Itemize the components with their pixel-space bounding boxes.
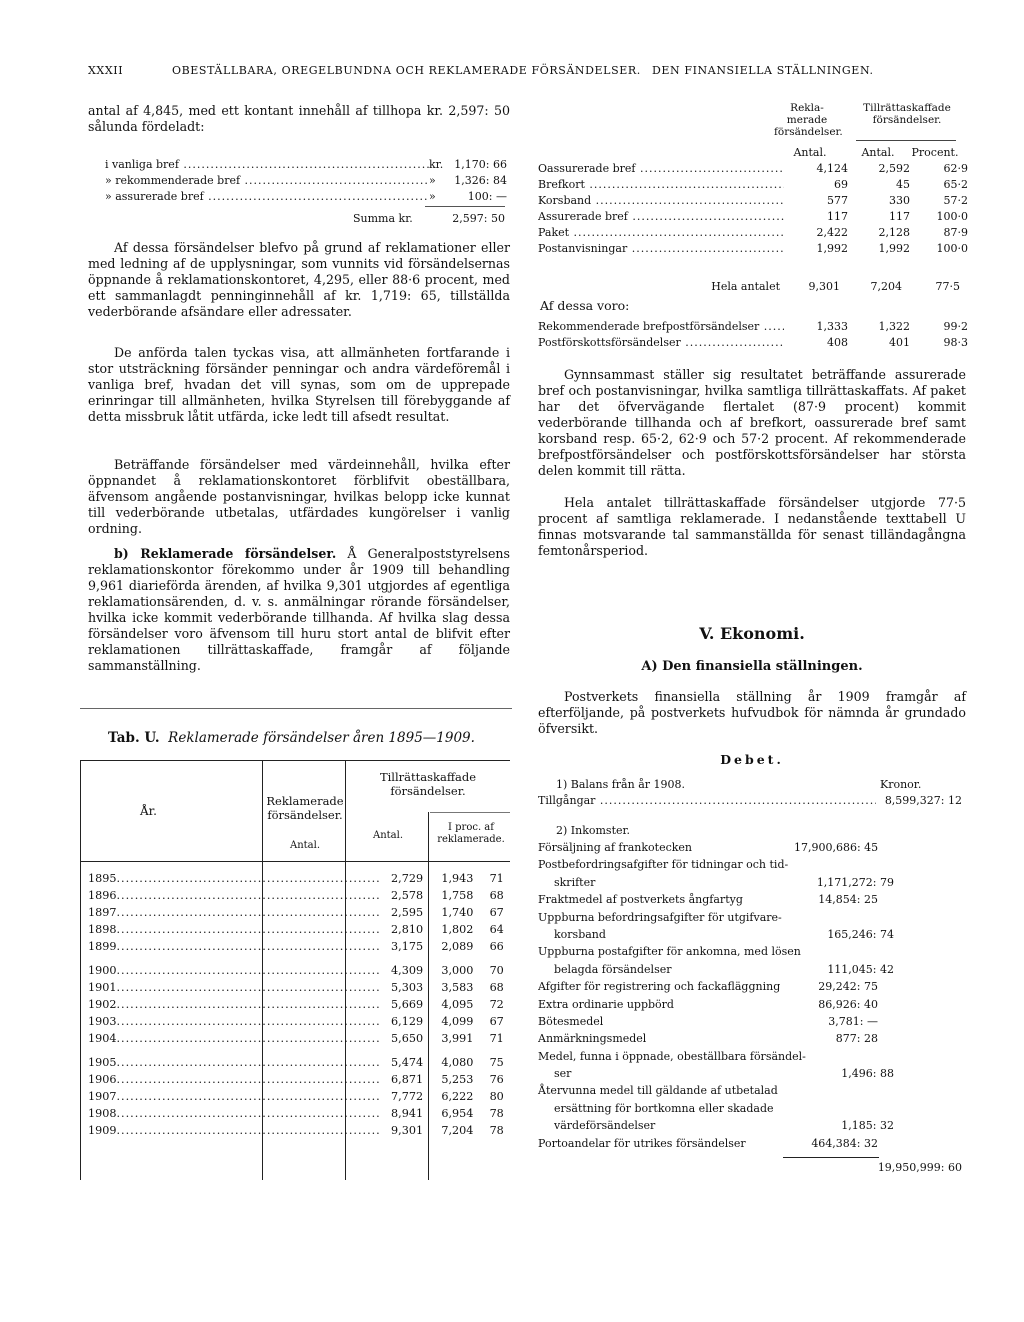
summary-proc: 57·2	[943, 194, 968, 207]
dist-sum-value: 2,597: 50	[452, 212, 505, 225]
running-title: OBESTÄLLBARA, OREGELBUNDNA OCH REKLAMERADE FÖRSÄNDELSER.	[172, 64, 641, 77]
col-rek-header: Reklamerade försändelser.	[266, 794, 344, 822]
income-value: 29,242: 75	[818, 980, 878, 994]
summary-row	[538, 242, 968, 258]
tab-u-cell-proc: 71	[489, 872, 504, 885]
tab-u-cell-year: 1908	[88, 1107, 117, 1120]
income-row	[538, 1137, 878, 1154]
tab-u-cell-rek: 7,772	[391, 1090, 424, 1103]
summary-proc: 100·0	[936, 210, 968, 223]
table-row: 1899 .......................................................... 3,175 2,089 66	[88, 940, 504, 953]
summary-proc: 87·9	[943, 226, 968, 239]
income-row	[538, 1015, 878, 1032]
income-value: 165,246: 74	[827, 927, 894, 941]
summary-label: Postförskottsförsändelser .....	[538, 336, 784, 349]
income-total: 19,950,999: 60	[877, 1161, 962, 1174]
income-value: 877: 28	[835, 1032, 878, 1046]
summary-label: Postanvisningar .....	[538, 242, 784, 255]
col-till-proc: I proc. af reklamerade.	[437, 822, 505, 845]
income-label: Återvunna medel till gäldande af utbetalad	[538, 1084, 778, 1098]
income-row	[538, 998, 878, 1015]
summary-rek: 1,992	[816, 242, 848, 255]
tab-u-cell-year: 1900	[88, 964, 117, 977]
income-list	[538, 841, 968, 1154]
income-value: 86,926: 40	[818, 997, 878, 1011]
tab-u-cell-rek: 2,729	[391, 872, 424, 885]
right-paragraph-2: Hela antalet tillrättaskaffade försändelser utgjorde 77·5 procent af samtliga reklamerade. I nedanstående texttabell U finnas motsvarande tal sammanställda för senast tilländagångna femtonårsperiod.	[538, 495, 966, 558]
tab-u-cell-rek: 5,474	[391, 1056, 424, 1069]
tillgangar-label: Tillgångar .....	[538, 794, 876, 807]
summary-label: Korsband .....	[538, 194, 784, 207]
summary-row	[538, 320, 968, 336]
tab-u-cell-till: 2,089	[441, 940, 474, 953]
tab-u-cell-year: 1899	[88, 940, 117, 953]
tab-u-body	[80, 870, 510, 1139]
summary-row	[538, 162, 968, 178]
rt-total-a: 9,301	[808, 280, 840, 293]
summary-rek: 69	[834, 178, 848, 191]
dist-label: » rekommenderade bref .....	[105, 174, 429, 187]
income-label: Extra ordinarie uppbörd	[538, 997, 674, 1011]
dist-prefix: »	[429, 190, 436, 203]
table-row: 1902 .......................................................... 5,669 4,095 72	[88, 998, 504, 1011]
tab-u-cell-proc: 64	[489, 923, 504, 936]
col-rek-sub: Antal.	[289, 840, 321, 851]
tab-u-cell-till: 4,099	[441, 1015, 474, 1028]
tab-u-cell-proc: 68	[489, 889, 504, 902]
dist-value: 1,170: 66	[454, 158, 507, 171]
summary-row	[538, 210, 968, 226]
tab-u-cell-proc: 75	[489, 1056, 504, 1069]
tab-u-cell-proc: 71	[489, 1032, 504, 1045]
tab-u-cell-till: 7,204	[441, 1124, 474, 1137]
summary-row	[538, 336, 968, 352]
tab-u-label: Tab. U.	[108, 730, 160, 746]
tab-u-cell-proc: 66	[489, 940, 504, 953]
income-row	[538, 1050, 878, 1067]
tab-u-cell-rek: 6,129	[391, 1015, 424, 1028]
income-label: Uppburna befordringsafgifter för utgifvare-	[538, 910, 782, 924]
summary-till: 401	[889, 336, 910, 349]
summary-rek: 1,333	[816, 320, 848, 333]
summary-till: 1,992	[878, 242, 910, 255]
tab-u-cell-year: 1896	[88, 889, 117, 902]
col-year-header: År.	[140, 804, 157, 818]
table-row: 1905 .......................................................... 5,474 4,080 75	[88, 1056, 504, 1069]
dist-sum-label: Summa kr.	[353, 212, 413, 225]
tab-u-cell-till: 6,222	[441, 1090, 474, 1103]
summary-row	[538, 194, 968, 210]
income-row	[538, 876, 894, 893]
summary-label: Oassurerade bref .....	[538, 162, 784, 175]
dist-value: 1,326: 84	[454, 174, 507, 187]
summary-proc: 65·2	[943, 178, 968, 191]
tab-u-cell-proc: 68	[489, 981, 504, 994]
tab-u-cell-rek: 4,309	[391, 964, 424, 977]
col-till-antal: Antal.	[372, 830, 404, 841]
tab-u-cell-till: 1,943	[441, 872, 474, 885]
tab-u-cell-year: 1901	[88, 981, 117, 994]
right-paragraph-3: Postverkets finansiella ställning år 1909 framgår af efterföljande, på postverkets hufvudbok för nämnda år grundado öfversikt.	[538, 689, 966, 736]
tab-u	[80, 760, 510, 1180]
tab-u-cell-year: 1903	[88, 1015, 117, 1028]
tab-u-cell-year: 1904	[88, 1032, 117, 1045]
tab-u-cell-proc: 67	[489, 1015, 504, 1028]
summary-till: 45	[896, 178, 910, 191]
summary-rek: 4,124	[816, 162, 848, 175]
income-row	[538, 1119, 894, 1136]
rt-rows	[538, 162, 968, 258]
rt-total-c: 77·5	[935, 280, 960, 293]
summary-label: Brefkort .....	[538, 178, 784, 191]
dist-prefix: »	[429, 174, 436, 187]
tab-u-cell-year: 1907	[88, 1090, 117, 1103]
dist-row	[105, 174, 507, 190]
summary-proc: 100·0	[936, 242, 968, 255]
table-row: 1907 .......................................................... 7,772 6,222 80	[88, 1090, 504, 1103]
page-number: XXXII	[88, 64, 124, 77]
summary-till: 2,128	[878, 226, 910, 239]
tab-u-cell-till: 5,253	[441, 1073, 474, 1086]
table-row: 1903 .......................................................... 6,129 4,099 67	[88, 1015, 504, 1028]
income-label: Portoandelar för utrikes försändelser	[538, 1136, 746, 1150]
tab-u-cell-rek: 5,650	[391, 1032, 424, 1045]
kronor-label: Kronor.	[880, 778, 922, 791]
income-row	[538, 911, 878, 928]
income-row	[538, 945, 878, 962]
rt-sub-antal1: Antal.	[793, 146, 827, 159]
income-row	[538, 1102, 894, 1119]
income-label: korsband	[554, 927, 606, 941]
paragraph-3: Beträffande försändelser med värdeinnehåll, hvilka efter öppnandet å reklamationskontoret förblifvit obeställbara, äfvensom angående postanvisningar, hvilkas belopp icke kunnat till vederbörande utbetalas, utfärdades kungörelser i vanlig ordning.	[88, 457, 510, 536]
tab-u-cell-rek: 6,871	[391, 1073, 424, 1086]
tab-u-cell-till: 1,740	[441, 906, 474, 919]
tab-u-cell-rek: 9,301	[391, 1124, 424, 1137]
tab-u-cell-proc: 76	[489, 1073, 504, 1086]
income-label: ser	[554, 1067, 572, 1081]
summary-till: 1,322	[878, 320, 910, 333]
tab-u-cell-till: 1,802	[441, 923, 474, 936]
section-running-title: DEN FINANSIELLA STÄLLNINGEN.	[652, 64, 874, 77]
table-row: 1895 .......................................................... 2,729 1,943 71	[88, 872, 504, 885]
tab-u-cell-year: 1909	[88, 1124, 117, 1137]
summary-till: 330	[889, 194, 910, 207]
summary-row	[538, 226, 968, 242]
intro-text: antal af 4,845, med ett kontant innehåll af tillhopa kr. 2,597: 50 sålunda fördeladt:	[88, 103, 510, 134]
rt-sub-antal2: Antal.	[861, 146, 895, 159]
income-value: 1,496: 88	[841, 1067, 894, 1081]
income-label: ersättning för bortkomna eller skadade	[554, 1101, 774, 1115]
income-value: 3,781: —	[828, 1014, 878, 1028]
tab-u-cell-year: 1906	[88, 1073, 117, 1086]
income-heading: 2) Inkomster.	[556, 824, 631, 837]
tab-u-cell-proc: 78	[489, 1107, 504, 1120]
income-label: Medel, funna i öppnade, obeställbara försändel-	[538, 1049, 806, 1063]
tab-u-cell-rek: 8,941	[391, 1107, 424, 1120]
distribution-list	[105, 158, 507, 225]
table-row: 1904 .......................................................... 5,650 3,991 71	[88, 1032, 504, 1045]
summary-label: Assurerade bref .....	[538, 210, 784, 223]
income-label: Postbefordringsafgifter för tidningar och tid-	[538, 858, 789, 872]
dist-label: i vanliga bref .....	[105, 158, 429, 171]
col-till-header: Tillrättaskaffade försändelser.	[379, 770, 477, 798]
table-row: 1908 .......................................................... 8,941 6,954 78	[88, 1107, 504, 1120]
summary-rek: 2,422	[816, 226, 848, 239]
summary-proc: 62·9	[943, 162, 968, 175]
income-value: 1,185: 32	[841, 1119, 894, 1133]
rt-total-b: 7,204	[870, 280, 902, 293]
dist-row	[105, 190, 507, 206]
tab-u-cell-proc: 70	[489, 964, 504, 977]
tab-u-cell-rek: 5,669	[391, 998, 424, 1011]
rt-af-dessa: Af dessa voro:	[540, 298, 630, 313]
tab-u-cell-year: 1898	[88, 923, 117, 936]
section-b-text: Å Generalpoststyrelsens reklamationskontor förekommo under år 1909 till behandling 9,961 diarieförda ärenden, af hvilka 9,301 utgjordes af egentliga reklamationsärenden, d. v. s. anmälningar rörande försändelser, hvilka icke kommit vederbörande tillhanda. Af hvilka slag dessa försändelser voro äfvensom till huru stort antal de blifvit efter reklamationen tillrättaskaffade, framgår af följande sammanställning.	[88, 546, 511, 673]
tab-u-cell-proc: 72	[489, 998, 504, 1011]
tab-u-cell-till: 4,095	[441, 998, 474, 1011]
income-row	[538, 841, 878, 858]
tab-u-cell-till: 3,000	[441, 964, 474, 977]
section-b	[88, 546, 510, 674]
income-row	[538, 893, 878, 910]
dist-prefix: kr.	[429, 158, 444, 171]
income-value: 464,384: 32	[811, 1136, 878, 1150]
balance-heading: 1) Balans från år 1908.	[556, 778, 686, 791]
tab-u-cell-year: 1905	[88, 1056, 117, 1069]
table-row: 1900 .......................................................... 4,309 3,000 70	[88, 964, 504, 977]
tab-u-cell-till: 6,954	[441, 1107, 474, 1120]
rt-sub-proc: Procent.	[911, 146, 959, 159]
tab-u-cell-proc: 67	[489, 906, 504, 919]
table-row: 1896 .......................................................... 2,578 1,758 68	[88, 889, 504, 902]
tillgangar-row	[538, 794, 962, 810]
tab-u-cell-till: 4,080	[441, 1056, 474, 1069]
summary-label: Rekommenderade brefpostförsändelser .....	[538, 320, 784, 333]
income-value: 14,854: 25	[818, 893, 878, 907]
table-row: 1909 .......................................................... 9,301 7,204 78	[88, 1124, 504, 1137]
paragraph-2: De anförda talen tyckas visa, att allmänheten fortfarande i stor utsträckning försänder penningar och andra värdeföremål i vanliga bref, hvadan det vill synas, som om de upprepade erinringar till allmänheten, hvilka Styrelsen till förebyggande af detta missbruk låtit utfärda, icke ledt till afsedt resultat.	[88, 345, 510, 424]
summary-rek: 117	[827, 210, 848, 223]
dist-row	[105, 158, 507, 174]
summary-proc: 98·3	[943, 336, 968, 349]
summary-table	[538, 102, 978, 352]
tab-u-caption	[108, 730, 475, 746]
income-label: Afgifter för registrering och fackafläggning	[538, 980, 781, 994]
section-a-title: A) Den finansiella ställningen.	[641, 659, 863, 674]
income-row	[538, 1084, 878, 1101]
income-label: Uppburna postafgifter för ankomna, med lösen	[538, 945, 801, 959]
tab-u-table	[80, 870, 510, 1139]
tab-u-cell-rek: 2,595	[391, 906, 424, 919]
income-value: 111,045: 42	[827, 962, 894, 976]
income-row	[538, 928, 894, 945]
tab-u-cell-proc: 80	[489, 1090, 504, 1103]
income-label: Fraktmedel af postverkets ångfartyg	[538, 893, 743, 907]
paragraph-1: Af dessa försändelser blefvo på grund af reklamationer eller med ledning af de upplysningar, som vunnits vid försändelsernas öppnande å reklamationskontoret, 4,295, eller 88·6 procent, med ett sammanlagdt penninginnehåll af kr. 1,719: 65, tillställda vederbörande afsändare eller adressater.	[88, 240, 510, 319]
tab-u-cell-rek: 2,810	[391, 923, 424, 936]
right-paragraph-1: Gynnsammast ställer sig resultatet beträffande assurerade bref och postanvisningar, hvilka samtliga tillrättaskaffats. Af paket har det öfvervägande flertalet (87·9 procent) kommit vederbörande tillhanda och af brefkort, oassurerade bref samt korsband resp. 65·2, 62·9 och 57·2 procent. Af rekommenderade brefpostförsändelser och postförskottsförsändelser har största delen kommit till rätta.	[538, 367, 966, 478]
summary-till: 117	[889, 210, 910, 223]
section-b-heading: b) Reklamerade försändelser.	[114, 546, 337, 561]
section-v-title: V. Ekonomi.	[699, 624, 805, 643]
summary-rek: 577	[827, 194, 848, 207]
tab-u-cell-year: 1895	[88, 872, 117, 885]
table-row: 1897 .......................................................... 2,595 1,740 67	[88, 906, 504, 919]
tab-u-cell-till: 1,758	[441, 889, 474, 902]
rt-col-rek: Rekla-merade försändelser.	[774, 102, 843, 138]
tab-u-title: Reklamerade försändelser åren 1895—1909.	[168, 730, 475, 746]
tab-u-cell-rek: 2,578	[391, 889, 424, 902]
income-label: Bötesmedel	[538, 1014, 604, 1028]
summary-row	[538, 178, 968, 194]
income-row	[538, 1032, 878, 1049]
tab-u-cell-till: 3,991	[441, 1032, 474, 1045]
dist-value: 100: —	[467, 190, 507, 203]
tab-u-cell-proc: 78	[489, 1124, 504, 1137]
debet-title: Debet.	[720, 752, 784, 767]
income-value: 17,900,686: 45	[794, 841, 879, 854]
tillgangar-value: 8,599,327: 12	[884, 794, 962, 807]
summary-proc: 99·2	[943, 320, 968, 333]
income-row	[538, 858, 878, 875]
rt-col-till: Tillrättaskaffade försändelser.	[863, 102, 951, 126]
table-row: 1901 .......................................................... 5,303 3,583 68	[88, 981, 504, 994]
rt-total-label: Hela antalet	[711, 280, 780, 293]
summary-label: Paket .....	[538, 226, 784, 239]
income-label: skrifter	[554, 875, 596, 889]
income-row	[538, 963, 894, 980]
summary-rek: 408	[827, 336, 848, 349]
income-row	[538, 980, 878, 997]
tab-u-cell-rek: 3,175	[391, 940, 424, 953]
dist-label: » assurerade bref .....	[105, 190, 429, 203]
summary-till: 2,592	[878, 162, 910, 175]
tab-u-cell-year: 1897	[88, 906, 117, 919]
income-label: värdeförsändelser	[554, 1119, 656, 1133]
income-value: 1,171,272: 79	[816, 875, 894, 889]
income-row	[538, 1067, 894, 1084]
table-row: 1898 .......................................................... 2,810 1,802 64	[88, 923, 504, 936]
income-label: belagda försändelser	[554, 962, 672, 976]
income-label: Försäljning af frankotecken	[538, 841, 693, 854]
tab-u-cell-rek: 5,303	[391, 981, 424, 994]
rt-rows2	[538, 320, 968, 352]
tab-u-cell-year: 1902	[88, 998, 117, 1011]
tab-u-cell-till: 3,583	[441, 981, 474, 994]
table-row: 1906 .......................................................... 6,871 5,253 76	[88, 1073, 504, 1086]
income-label: Anmärkningsmedel	[538, 1032, 647, 1046]
